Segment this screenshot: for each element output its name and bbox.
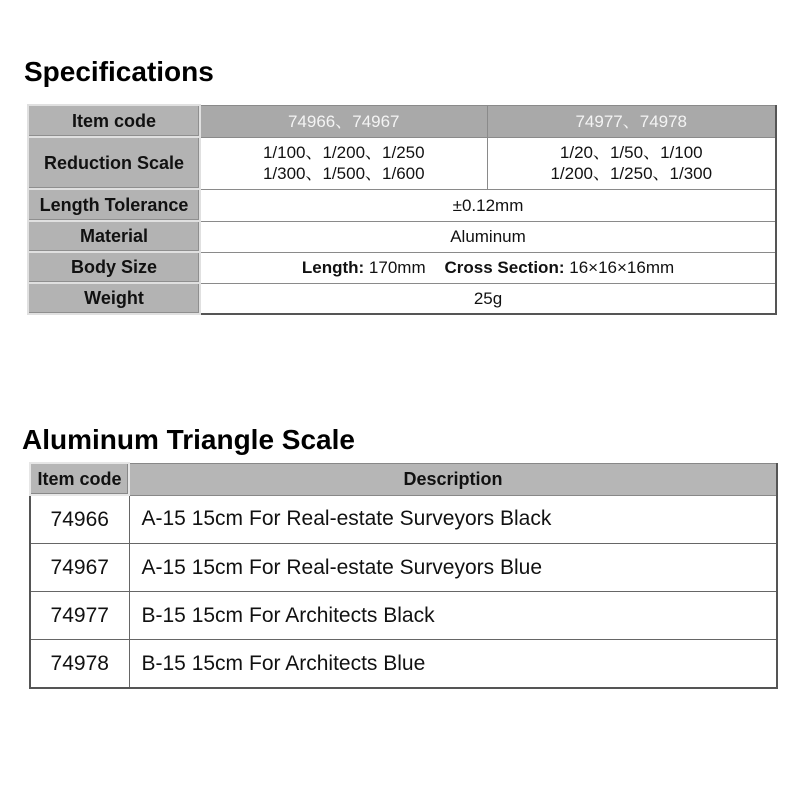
material-label: Material — [28, 221, 200, 252]
description-cell — [129, 640, 777, 689]
length-tolerance-label: Length Tolerance — [28, 189, 200, 221]
description-text: For Architects Blue — [249, 651, 426, 675]
item-code-col1: 74966、74967 — [200, 105, 487, 137]
table-row — [30, 495, 777, 544]
reduction-scale-col1-line2: 1/300、1/500、1/600 — [262, 164, 425, 183]
cross-section-label: Cross Section: — [444, 258, 565, 277]
reduction-scale-label: Reduction Scale — [28, 137, 200, 189]
item-code-cell: 74966 — [30, 495, 129, 544]
description-text: For Real-estate Surveyors Black — [249, 507, 552, 531]
spec-row-item-code — [28, 105, 776, 137]
description-cell — [129, 544, 777, 592]
spec-row-length-tolerance — [28, 189, 776, 221]
description-cell — [129, 495, 777, 544]
reduction-scale-col1-line1: 1/100、1/200、1/250 — [262, 143, 425, 162]
weight-value: 25g — [200, 283, 776, 314]
description-cell — [129, 592, 777, 640]
reduction-scale-col1 — [200, 137, 487, 189]
spec-row-reduction-scale — [28, 137, 776, 189]
body-size-value — [200, 252, 776, 283]
specifications-table — [27, 104, 777, 315]
reduction-scale-col2-line1: 1/20、1/50、1/100 — [559, 143, 703, 162]
weight-label: Weight — [28, 283, 200, 314]
triangle-scale-table — [29, 462, 778, 689]
description-text: For Architects Black — [249, 603, 435, 627]
cross-section-value: 16×16×16mm — [569, 258, 675, 277]
item-code-header: Item code — [30, 463, 129, 495]
spec-row-weight — [28, 283, 776, 314]
length-label: Length: — [301, 258, 365, 277]
reduction-scale-col2-line2: 1/200、1/250、1/300 — [550, 164, 713, 183]
model-text: B-15 15cm — [141, 651, 244, 675]
item-code-col2: 74977、74978 — [487, 105, 776, 137]
item-code-label: Item code — [28, 105, 200, 137]
triangle-scale-header-row — [30, 463, 777, 495]
model-text: A-15 15cm — [141, 507, 244, 531]
material-value: Aluminum — [200, 221, 776, 252]
triangle-scale-heading: Aluminum Triangle Scale — [22, 424, 355, 455]
body-size-label: Body Size — [28, 252, 200, 283]
table-row — [30, 640, 777, 689]
reduction-scale-col2 — [487, 137, 776, 189]
description-text: For Real-estate Surveyors Blue — [249, 555, 543, 579]
spec-row-body-size — [28, 252, 776, 283]
table-row — [30, 544, 777, 592]
model-text: A-15 15cm — [141, 555, 244, 579]
item-code-cell: 74978 — [30, 640, 129, 689]
item-code-cell: 74967 — [30, 544, 129, 592]
item-code-cell: 74977 — [30, 592, 129, 640]
specifications-heading: Specifications — [24, 56, 214, 87]
description-header: Description — [129, 463, 777, 495]
model-text: B-15 15cm — [141, 603, 244, 627]
spec-row-material — [28, 221, 776, 252]
table-row — [30, 592, 777, 640]
length-value: 170mm — [368, 258, 426, 277]
length-tolerance-value: ±0.12mm — [200, 189, 776, 221]
